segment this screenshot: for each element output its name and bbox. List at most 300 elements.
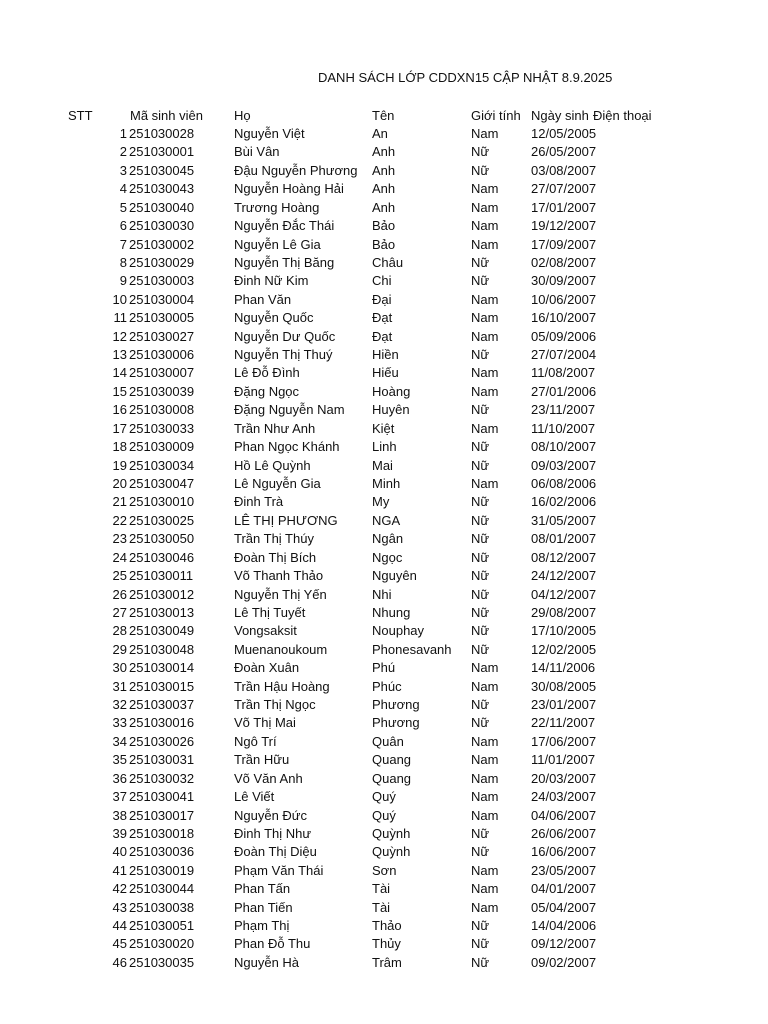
table-row	[0, 180, 768, 198]
cell-stt: 6	[119, 218, 127, 234]
cell-first-name: Thảo	[372, 918, 402, 934]
cell-student-id: 251030032	[129, 770, 195, 786]
table-row	[0, 567, 768, 585]
cell-first-name: Kiệt	[372, 420, 395, 436]
cell-last-name: Nguyễn Việt	[234, 126, 305, 141]
cell-stt: 22	[112, 512, 127, 528]
cell-birth-date: 27/07/2007	[531, 181, 597, 197]
cell-first-name: My	[372, 494, 390, 510]
cell-first-name: Ngọc	[372, 549, 403, 565]
cell-stt: 20	[112, 475, 127, 491]
cell-birth-date: 09/03/2007	[531, 457, 597, 473]
cell-birth-date: 10/06/2007	[531, 291, 597, 307]
table-row	[0, 125, 768, 143]
cell-first-name: An	[372, 126, 388, 141]
cell-first-name: Quỳnh	[372, 825, 411, 841]
cell-gender: Nữ	[471, 568, 490, 584]
cell-student-id: 251030048	[129, 641, 195, 657]
cell-first-name: Nhi	[372, 586, 392, 602]
cell-last-name: Nguyễn Đắc Thái	[234, 218, 335, 234]
cell-student-id: 251030014	[129, 660, 195, 676]
cell-last-name: Phạm Văn Thái	[234, 862, 324, 878]
cell-birth-date: 24/12/2007	[531, 568, 597, 584]
cell-last-name: Nguyễn Thị Thuý	[234, 347, 333, 363]
cell-last-name: Nguyễn Dư Quốc	[234, 328, 336, 344]
cell-gender: Nữ	[471, 254, 490, 270]
cell-gender: Nữ	[471, 623, 490, 639]
cell-student-id: 251030026	[129, 733, 195, 749]
cell-last-name: Lê Đỗ Đình	[234, 365, 300, 381]
cell-last-name: Trương Hoàng	[234, 199, 320, 215]
table-row	[0, 586, 768, 604]
cell-gender: Nữ	[471, 162, 490, 178]
cell-last-name: Trần Như Anh	[234, 420, 316, 436]
cell-student-id: 251030037	[129, 697, 195, 713]
cell-stt: 3	[119, 162, 127, 178]
cell-first-name: Hiền	[372, 347, 399, 363]
cell-birth-date: 17/06/2007	[531, 733, 597, 749]
table-row	[0, 678, 768, 696]
cell-first-name: Quý	[372, 789, 396, 805]
cell-stt: 28	[112, 623, 127, 639]
table-row	[0, 236, 768, 254]
cell-stt: 15	[112, 383, 127, 399]
cell-first-name: Mai	[372, 457, 393, 473]
cell-stt: 33	[112, 715, 127, 731]
cell-first-name: Chi	[372, 273, 392, 289]
cell-gender: Nam	[471, 475, 499, 491]
cell-last-name: Trần Hậu Hoàng	[234, 678, 330, 694]
cell-stt: 24	[112, 549, 127, 565]
cell-gender: Nam	[471, 310, 499, 326]
cell-gender: Nam	[471, 199, 499, 215]
cell-first-name: Nouphay	[372, 623, 425, 639]
table-row	[0, 438, 768, 456]
table-row	[0, 346, 768, 364]
cell-student-id: 251030050	[129, 531, 195, 547]
cell-first-name: Anh	[372, 162, 396, 178]
cell-stt: 12	[112, 328, 127, 344]
cell-last-name: Lê Thị Tuyết	[234, 604, 306, 620]
table-row	[0, 954, 768, 972]
cell-student-id: 251030005	[129, 310, 195, 326]
cell-first-name: Huyên	[372, 402, 410, 418]
table-row	[0, 714, 768, 732]
cell-first-name: Phú	[372, 660, 396, 676]
cell-stt: 7	[119, 236, 127, 252]
cell-birth-date: 02/08/2007	[531, 254, 597, 270]
cell-last-name: Võ Văn Anh	[234, 770, 303, 786]
table-row	[0, 825, 768, 843]
cell-student-id: 251030045	[129, 162, 195, 178]
cell-gender: Nữ	[471, 604, 490, 620]
cell-last-name: Đoàn Xuân	[234, 660, 300, 676]
cell-student-id: 251030040	[129, 199, 195, 215]
cell-stt: 4	[119, 181, 127, 197]
cell-student-id: 251030018	[129, 825, 195, 841]
cell-last-name: Đoàn Thị Diệu	[234, 844, 317, 860]
cell-birth-date: 04/01/2007	[531, 881, 597, 897]
cell-birth-date: 14/04/2006	[531, 918, 597, 934]
cell-last-name: Trần Hữu	[234, 752, 290, 768]
cell-student-id: 251030033	[129, 420, 195, 436]
cell-student-id: 251030041	[129, 789, 195, 805]
cell-birth-date: 22/11/2007	[531, 715, 596, 731]
cell-birth-date: 23/11/2007	[531, 402, 596, 418]
cell-gender: Nam	[471, 236, 499, 252]
cell-gender: Nữ	[471, 586, 490, 602]
cell-first-name: Nguyên	[372, 568, 417, 584]
cell-last-name: Phan Ngọc Khánh	[234, 439, 340, 455]
cell-birth-date: 31/05/2007	[531, 512, 597, 528]
cell-student-id: 251030035	[129, 954, 195, 970]
cell-student-id: 251030019	[129, 862, 195, 878]
cell-gender: Nữ	[471, 936, 490, 952]
cell-gender: Nữ	[471, 641, 490, 657]
cell-stt: 26	[112, 586, 127, 602]
cell-stt: 2	[119, 144, 127, 160]
cell-birth-date: 27/01/2006	[531, 383, 597, 399]
cell-gender: Nữ	[471, 918, 490, 934]
cell-gender: Nữ	[471, 549, 490, 565]
cell-first-name: NGA	[372, 512, 401, 528]
table-row	[0, 641, 768, 659]
cell-gender: Nữ	[471, 715, 490, 731]
cell-stt: 37	[112, 789, 127, 805]
cell-last-name: Phan Đỗ Thu	[234, 936, 311, 952]
cell-last-name: Đoàn Thị Bích	[234, 549, 317, 565]
table-row	[0, 328, 768, 346]
cell-first-name: Quang	[372, 770, 412, 786]
table-row	[0, 659, 768, 677]
cell-gender: Nữ	[471, 402, 490, 418]
cell-student-id: 251030039	[129, 383, 195, 399]
cell-last-name: Phan Tấn	[234, 881, 291, 897]
cell-birth-date: 27/07/2004	[531, 347, 597, 363]
cell-first-name: Trâm	[372, 954, 402, 970]
cell-gender: Nam	[471, 181, 499, 197]
cell-last-name: Phạm Thị	[234, 918, 290, 934]
cell-last-name: Trần Thị Ngọc	[234, 697, 316, 713]
cell-last-name: Nguyễn Đức	[234, 807, 308, 823]
cell-last-name: Võ Thị Mai	[234, 715, 296, 731]
cell-student-id: 251030013	[129, 604, 195, 620]
cell-birth-date: 14/11/2006	[531, 660, 596, 676]
cell-birth-date: 20/03/2007	[531, 770, 597, 786]
cell-birth-date: 30/09/2007	[531, 273, 597, 289]
cell-stt: 27	[112, 604, 127, 620]
cell-last-name: Nguyễn Lê Gia	[234, 236, 321, 252]
cell-last-name: Phan Tiến	[234, 899, 293, 915]
cell-birth-date: 08/01/2007	[531, 531, 597, 547]
cell-birth-date: 30/08/2005	[531, 678, 597, 694]
table-row	[0, 309, 768, 327]
cell-stt: 43	[112, 899, 127, 915]
cell-gender: Nữ	[471, 494, 490, 510]
cell-first-name: Phúc	[372, 678, 402, 694]
cell-first-name: Tài	[372, 881, 391, 897]
cell-last-name: Đinh Thị Như	[234, 825, 312, 841]
cell-student-id: 251030012	[129, 586, 195, 602]
table-row	[0, 843, 768, 861]
cell-birth-date: 05/09/2006	[531, 328, 597, 344]
cell-birth-date: 23/01/2007	[531, 697, 597, 713]
cell-stt: 16	[112, 402, 127, 418]
cell-last-name: Trần Thị Thúy	[234, 531, 314, 547]
cell-first-name: Quỳnh	[372, 844, 411, 860]
table-row	[0, 364, 768, 382]
cell-stt: 32	[112, 697, 127, 713]
table-row	[0, 401, 768, 419]
cell-student-id: 251030009	[129, 439, 195, 455]
cell-first-name: Bảo	[372, 218, 396, 234]
cell-stt: 30	[112, 660, 127, 676]
cell-last-name: Đậu Nguyễn Phương	[234, 162, 358, 178]
cell-student-id: 251030020	[129, 936, 195, 952]
cell-first-name: Đạt	[372, 310, 393, 326]
cell-last-name: Phan Văn	[234, 291, 292, 307]
cell-last-name: Nguyễn Thị Băng	[234, 254, 335, 270]
table-row	[0, 696, 768, 714]
cell-stt: 38	[112, 807, 127, 823]
cell-gender: Nữ	[471, 273, 490, 289]
cell-first-name: Sơn	[372, 862, 397, 878]
cell-stt: 13	[112, 347, 127, 363]
cell-stt: 8	[119, 254, 127, 270]
cell-student-id: 251030047	[129, 475, 195, 491]
cell-gender: Nữ	[471, 825, 490, 841]
cell-student-id: 251030010	[129, 494, 195, 510]
cell-stt: 1	[119, 126, 127, 141]
table-header-row	[0, 107, 768, 125]
cell-gender: Nam	[471, 770, 499, 786]
cell-birth-date: 16/10/2007	[531, 310, 597, 326]
cell-gender: Nam	[471, 328, 499, 344]
cell-first-name: Anh	[372, 144, 396, 160]
cell-stt: 41	[112, 862, 127, 878]
table-row	[0, 475, 768, 493]
cell-first-name: Đại	[372, 291, 392, 307]
cell-birth-date: 29/08/2007	[531, 604, 597, 620]
cell-birth-date: 17/09/2007	[531, 236, 597, 252]
header-stt: STT	[68, 108, 93, 123]
cell-stt: 44	[112, 918, 127, 934]
cell-birth-date: 17/10/2005	[531, 623, 597, 639]
cell-gender: Nữ	[471, 531, 490, 547]
cell-stt: 5	[119, 199, 127, 215]
cell-birth-date: 12/02/2005	[531, 641, 597, 657]
table-row	[0, 733, 768, 751]
cell-first-name: Minh	[372, 475, 401, 491]
cell-first-name: Hiếu	[372, 365, 399, 381]
table-row	[0, 549, 768, 567]
cell-student-id: 251030051	[129, 918, 195, 934]
table-row	[0, 199, 768, 217]
header-phone: Điện thoại	[593, 108, 652, 123]
cell-birth-date: 03/08/2007	[531, 162, 597, 178]
cell-last-name: Nguyễn Hoàng Hải	[234, 181, 344, 197]
cell-last-name: Đinh Nữ Kim	[234, 273, 309, 289]
cell-stt: 21	[112, 494, 127, 510]
cell-birth-date: 09/12/2007	[531, 936, 597, 952]
cell-gender: Nữ	[471, 347, 490, 363]
cell-gender: Nam	[471, 126, 499, 141]
table-row	[0, 530, 768, 548]
cell-first-name: Thủy	[372, 936, 401, 952]
cell-student-id: 251030044	[129, 881, 195, 897]
cell-gender: Nam	[471, 899, 499, 915]
table-row	[0, 254, 768, 272]
cell-student-id: 251030030	[129, 218, 195, 234]
cell-last-name: Lê Viết	[234, 789, 275, 805]
cell-stt: 39	[112, 825, 127, 841]
cell-birth-date: 16/02/2006	[531, 494, 597, 510]
cell-birth-date: 12/05/2005	[531, 126, 597, 141]
cell-first-name: Quân	[372, 733, 404, 749]
cell-birth-date: 11/08/2007	[531, 365, 596, 381]
cell-gender: Nam	[471, 881, 499, 897]
table-row	[0, 880, 768, 898]
cell-gender: Nam	[471, 218, 499, 234]
cell-first-name: Phonesavanh	[372, 641, 452, 657]
cell-last-name: Nguyễn Hà	[234, 954, 300, 970]
cell-stt: 10	[112, 291, 127, 307]
cell-student-id: 251030017	[129, 807, 195, 823]
cell-gender: Nam	[471, 733, 499, 749]
cell-last-name: Nguyễn Thị Yến	[234, 586, 327, 602]
cell-birth-date: 23/05/2007	[531, 862, 597, 878]
cell-birth-date: 11/10/2007	[531, 420, 596, 436]
table-row	[0, 807, 768, 825]
cell-first-name: Ngân	[372, 531, 404, 547]
cell-birth-date: 05/04/2007	[531, 899, 597, 915]
cell-birth-date: 04/12/2007	[531, 586, 597, 602]
cell-birth-date: 11/01/2007	[531, 752, 596, 768]
cell-gender: Nữ	[471, 697, 490, 713]
cell-first-name: Phương	[372, 715, 420, 731]
cell-student-id: 251030008	[129, 402, 195, 418]
table-row	[0, 622, 768, 640]
cell-student-id: 251030049	[129, 623, 195, 639]
cell-gender: Nam	[471, 862, 499, 878]
cell-gender: Nữ	[471, 844, 490, 860]
table-row	[0, 604, 768, 622]
cell-birth-date: 26/06/2007	[531, 825, 597, 841]
table-row	[0, 935, 768, 953]
table-row	[0, 272, 768, 290]
cell-birth-date: 16/06/2007	[531, 844, 597, 860]
cell-first-name: Châu	[372, 254, 404, 270]
cell-first-name: Bảo	[372, 236, 396, 252]
cell-last-name: Vongsaksit	[234, 623, 297, 639]
cell-birth-date: 08/12/2007	[531, 549, 597, 565]
cell-student-id: 251030025	[129, 512, 195, 528]
table-row	[0, 751, 768, 769]
cell-last-name: Ngô Trí	[234, 733, 277, 749]
table-row	[0, 457, 768, 475]
table-row	[0, 512, 768, 530]
header-student-id: Mã sinh viên	[130, 108, 203, 123]
header-first-name: Tên	[372, 108, 395, 123]
cell-stt: 19	[112, 457, 127, 473]
cell-stt: 42	[112, 881, 127, 897]
table-row	[0, 143, 768, 161]
cell-first-name: Nhung	[372, 604, 411, 620]
cell-birth-date: 04/06/2007	[531, 807, 597, 823]
cell-student-id: 251030016	[129, 715, 195, 731]
table-row	[0, 291, 768, 309]
cell-last-name: Đinh Trà	[234, 494, 284, 510]
cell-student-id: 251030027	[129, 328, 195, 344]
cell-first-name: Tài	[372, 899, 391, 915]
cell-stt: 18	[112, 439, 127, 455]
cell-first-name: Đạt	[372, 328, 393, 344]
table-row	[0, 383, 768, 401]
cell-gender: Nữ	[471, 144, 490, 160]
cell-first-name: Anh	[372, 181, 396, 197]
cell-last-name: Đặng Ngọc	[234, 383, 300, 399]
cell-birth-date: 09/02/2007	[531, 954, 597, 970]
cell-gender: Nam	[471, 789, 499, 805]
cell-student-id: 251030006	[129, 347, 195, 363]
table-row	[0, 788, 768, 806]
cell-stt: 45	[112, 936, 127, 952]
cell-last-name: Võ Thanh Thảo	[234, 568, 324, 584]
header-gender: Giới tính	[471, 108, 521, 123]
cell-gender: Nam	[471, 752, 499, 768]
cell-gender: Nữ	[471, 457, 490, 473]
cell-student-id: 251030015	[129, 678, 195, 694]
cell-stt: 36	[112, 770, 127, 786]
cell-gender: Nam	[471, 420, 499, 436]
cell-gender: Nữ	[471, 954, 490, 970]
cell-stt: 35	[112, 752, 127, 768]
cell-first-name: Anh	[372, 199, 396, 215]
cell-student-id: 251030004	[129, 291, 195, 307]
cell-stt: 40	[112, 844, 127, 860]
cell-student-id: 251030003	[129, 273, 195, 289]
cell-first-name: Hoàng	[372, 383, 411, 399]
cell-stt: 23	[112, 531, 127, 547]
cell-stt: 25	[112, 568, 127, 584]
table-row	[0, 770, 768, 788]
cell-student-id: 251030038	[129, 899, 195, 915]
cell-last-name: Đặng Nguyễn Nam	[234, 402, 345, 418]
document-title: DANH SÁCH LỚP CDDXN15 CẬP NHẬT 8.9.2025	[318, 70, 613, 85]
cell-student-id: 251030002	[129, 236, 195, 252]
cell-stt: 29	[112, 641, 127, 657]
cell-stt: 14	[112, 365, 127, 381]
cell-student-id: 251030034	[129, 457, 195, 473]
cell-student-id: 251030007	[129, 365, 195, 381]
cell-stt: 17	[112, 420, 127, 436]
cell-birth-date: 26/05/2007	[531, 144, 597, 160]
cell-first-name: Linh	[372, 439, 397, 455]
table-row	[0, 899, 768, 917]
table-row	[0, 420, 768, 438]
cell-last-name: Bùi Vân	[234, 144, 280, 160]
cell-student-id: 251030046	[129, 549, 195, 565]
header-last-name: Họ	[234, 108, 251, 123]
cell-student-id: 251030031	[129, 752, 195, 768]
cell-first-name: Quang	[372, 752, 412, 768]
table-row	[0, 162, 768, 180]
cell-student-id: 251030001	[129, 144, 195, 160]
cell-student-id: 251030011	[129, 568, 194, 584]
cell-birth-date: 24/03/2007	[531, 789, 597, 805]
cell-last-name: Hồ Lê Quỳnh	[234, 457, 311, 473]
cell-gender: Nam	[471, 291, 499, 307]
